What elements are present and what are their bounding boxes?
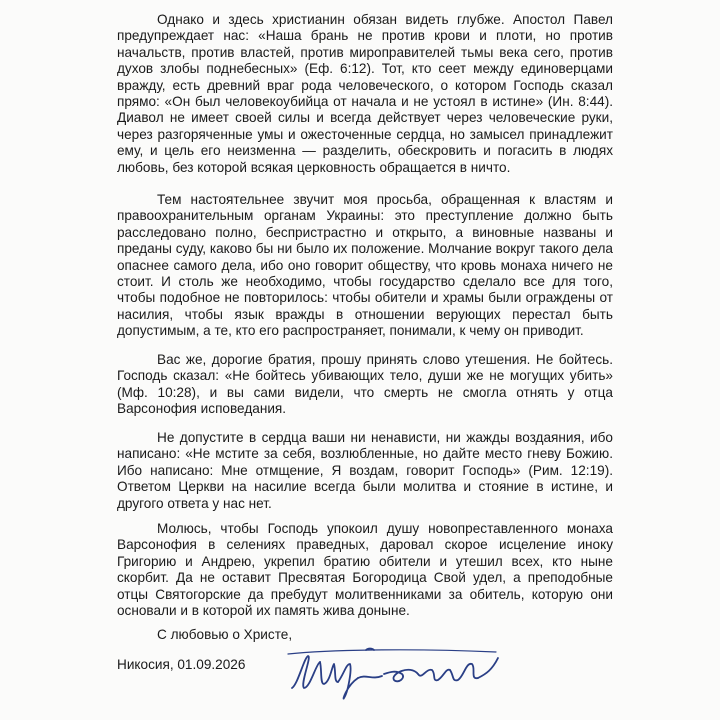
closing-line: С любовью о Христе, xyxy=(157,627,293,642)
paragraph-3: Вас же, дорогие братия, прошу принять слово утешения. Не бойтесь. Господь сказал: «Не бойтесь убивающих тело, души же не могущих убить» (Мф. 10:28), и вы сами видели, что смерть не смогла отнять у отца Варсонофия исповедания. xyxy=(117,352,613,417)
paragraph-2: Тем настоятельнее звучит моя просьба, обращенная к властям и правоохранительным органам Украины: это преступление должно быть расследовано полно, беспристрастно и открыто, а виновные названы и преданы суду, каково бы ни было их положение. Молчание вокруг такого дела опаснее самого дела, ибо оно говорит обществу, что кровь монаха ничего не стоит. И столь же необходимо, чтобы государство сделало все для того, чтобы подобное не повторилось: чтобы обители и храмы были ограждены от насилия, чтобы язык вражды в отношении верующих перестал быть допустимым, а те, кто его распространяет, понимали, к чему он приводит. xyxy=(117,192,613,339)
paragraph-4: Не допустите в сердца ваши ни ненависти, ни жажды воздаяния, ибо написано: «Не мстите за себя, возлюбленные, но дайте место гневу Божию. Ибо написано: Мне отмщение, Я воздам, говорит Господь» (Рим. 12:19). Ответом Церкви на насилие всегда были молитва и стояние в истине, и другого ответа у нас нет. xyxy=(117,430,613,511)
paragraph-1: Однако и здесь христианин обязан видеть глубже. Апостол Павел предупреждает нас: «Наша брань не против крови и плоти, но против начальств, против властей, против мироправителей тьмы века сего, против духов злобы поднебесных» (Еф. 6:12). Тот, кто сеет между единоверцами вражду, есть древний враг рода человеческого, о котором Господь сказал прямо: «Он был человекоубийца от начала и не устоял в истине» (Ин. 8:44). Диавол не имеет своей силы и всегда действует через человеческие руки, через разгоряченные умы и ожесточенные сердца, но замысел принадлежит ему, и цель его неизменна — разделить, обескровить и погасить в людях любовь, без которой всякая церковность обращается в ничто. xyxy=(117,12,613,175)
paragraph-5: Молюсь, чтобы Господь упокоил душу новопреставленного монаха Варсонофия в селениях праведных, даровал скорое исцеление иноку Григорию и Андрею, укрепил братию обители и утешил всех, кто ныне скорбит. Да не оставит Пресвятая Богородица Свой удел, а преподобные отцы Святогорские да пребудут молитвенниками за обитель, которую они основали и в которой их память жива доныне. xyxy=(117,521,613,619)
handwritten-signature xyxy=(286,644,511,702)
place-and-date: Никосия, 01.09.2026 xyxy=(117,657,246,672)
